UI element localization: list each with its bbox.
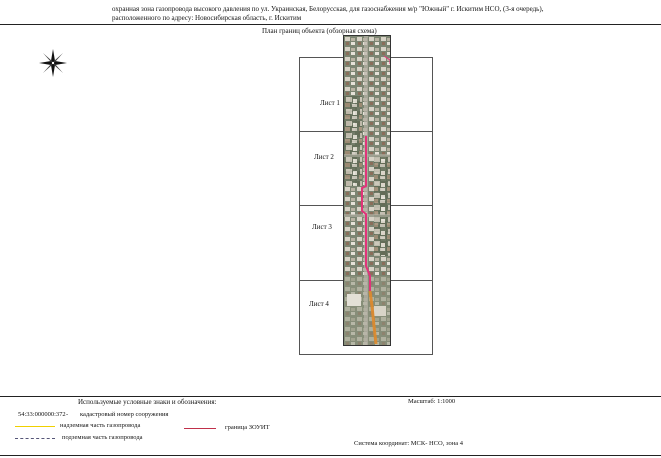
header-line-1: охранная зона газопровода высокого давления по ул. Украинская, Белорусская, для газоснабжения м/р "Южный" г. Искитим НСО, (3-я очередь), (112, 5, 544, 13)
top-divider (0, 24, 661, 25)
header-line-2: расположенного по адресу: Новосибирская область, г. Искитим (112, 14, 302, 22)
page-bottom-line (0, 455, 661, 456)
legend-underground-swatch (15, 438, 55, 439)
sheet-4-label: Лист 4 (309, 300, 329, 308)
legend-underground-label: подземная часть газопровода (62, 434, 143, 441)
satellite-map-strip[interactable] (343, 35, 391, 346)
sheet-2-label: Лист 2 (314, 153, 334, 161)
legend-cadastral-code: 54:33:000000:372 (18, 411, 66, 418)
legend-cadastral-label: кадастровый номер сооружения (80, 411, 169, 418)
legend-title: Используемые условные знаки и обозначения: (78, 398, 217, 406)
legend-zouit-swatch (184, 428, 216, 429)
legend-above-ground-swatch (15, 426, 55, 427)
coordinate-system-text: Система координат: МСК- НСО, зона 4 (354, 440, 463, 447)
scale-text: Масштаб: 1:1000 (408, 398, 456, 405)
sheet-1-label: Лист 1 (320, 99, 340, 107)
sheet-3-label: Лист 3 (312, 223, 332, 231)
legend-above-ground-label: надземная часть газопровода (60, 422, 141, 429)
plan-title: План границ объекта (обзорная схема) (262, 27, 377, 35)
legend-zouit-label: граница ЗОУИТ (225, 424, 270, 431)
satellite-imagery (344, 36, 391, 346)
compass-rose-icon (38, 48, 68, 78)
legend-cadastral-dash: - (66, 411, 69, 418)
bottom-divider (0, 396, 661, 397)
